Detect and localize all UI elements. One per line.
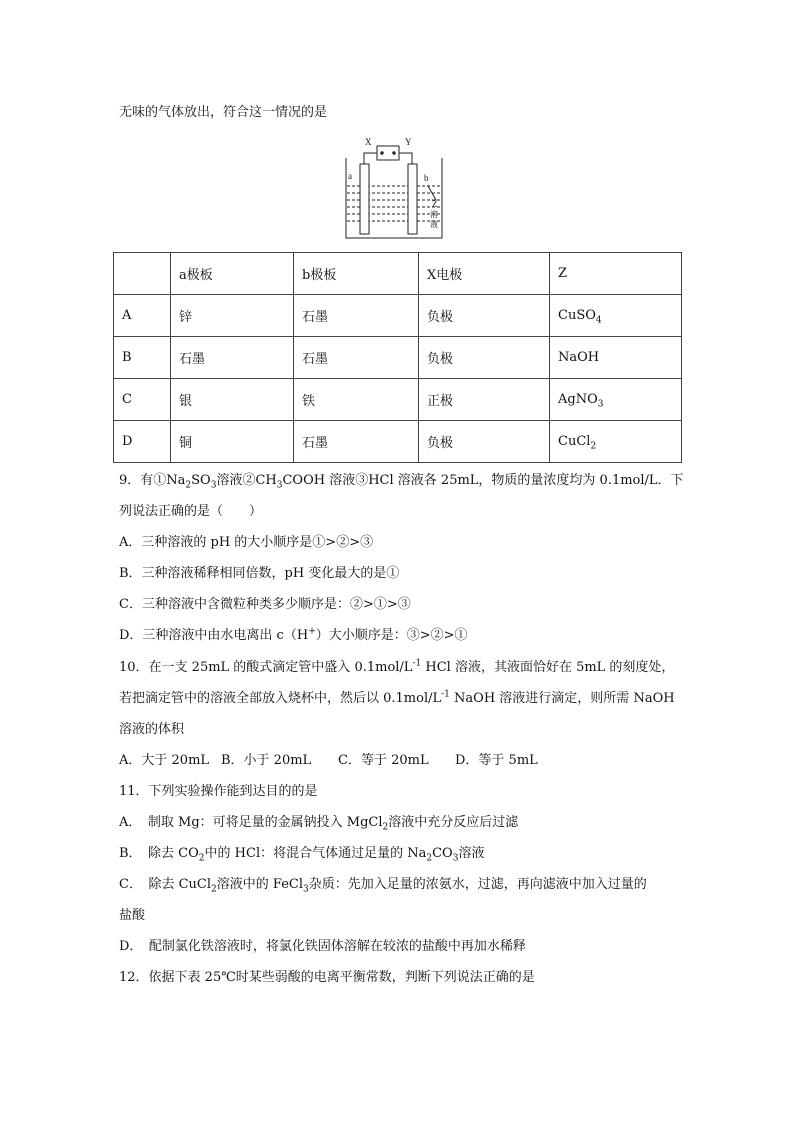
label-solution-1: 溶 [430,210,438,219]
table-header-cell: a极板 [171,253,294,295]
row-label: A [114,295,171,337]
cell-x-electrode: 负极 [419,295,550,337]
cell-a-plate: 银 [171,379,294,421]
question-10-option-a: A．大于 20mL [119,753,210,768]
question-11-option-b: B． 除去 $CO_2$中的 HCl：将混合气体通过足量的 $Na_2CO_3$溶液 [119,846,485,864]
label-b: b [424,173,429,183]
question-11-stem: 11．下列实验操作能到达目的的是 [119,784,318,799]
label-x: X [365,137,372,147]
question-10-stem: 10．在一支 25mL 的酸式滴定管中盛入 $0.1mol/L^{-1}$ HCl 溶液，其液面恰好在 5mL 的刻度处， [119,658,675,675]
electrode-a [360,164,369,234]
table-header-cell: b极板 [294,253,419,295]
cell-a-plate: 石墨 [171,337,294,379]
question-10-option-d: D．等于 5mL [455,753,538,768]
cell-x-electrode: 负极 [419,337,550,379]
cell-z-solution: AgNO$_3$ [550,379,682,421]
cell-z-solution: CuSO$_4$ [550,295,682,337]
question-11-option-c: C． 除去 CuCl$_2$溶液中的 FeCl$_3$杂质：先加入足量的浓氨水，过滤，再向滤液中加入过量的 [119,877,647,895]
cell-x-electrode: 负极 [419,421,550,463]
question-8-tail: 无味的气体放出，符合这一情况的是 [119,105,328,120]
question-9-option-c: C．三种溶液中含微粒种类多少顺序是：②>①>③ [119,597,411,612]
label-z: Z [432,199,438,209]
question-10-stem-line2: 若把滴定管中的溶液全部放入烧杯中，然后以 $0.1mol/L^{-1}$ NaOH 溶液进行滴定，则所需 NaOH [119,689,675,706]
label-a: a [348,171,352,181]
table-row [114,295,682,337]
question-9-option-a: A．三种溶液的 pH 的大小顺序是①>②>③ [119,535,374,550]
question-11-option-c-line2: 盐酸 [119,908,146,923]
question-9-option-b: B．三种溶液稀释相同倍数，pH 变化最大的是① [119,566,400,581]
question-11-option-a: A． 制取 Mg：可将足量的金属钠投入 MgCl$_2$溶液中充分反应后过滤 [119,815,519,833]
cell-b-plate: 石墨 [294,421,419,463]
table-header-cell: Z [550,253,682,295]
label-y: Y [405,137,412,147]
cell-x-electrode: 正极 [419,379,550,421]
table-header-cell: X电极 [419,253,550,295]
power-source [377,146,399,160]
question-9-option-d: D．三种溶液中由水电离出 c（H+）大小顺序是：③>②>① [119,626,468,643]
table-header-row [114,253,682,295]
question-10-option-c: C．等于 20mL [338,753,429,768]
cell-b-plate: 石墨 [294,295,419,337]
row-label: D [114,421,171,463]
cell-z-solution: CuCl$_2$ [550,421,682,463]
question-10-option-b: B．小于 20mL [221,753,312,768]
label-solution-2: 液 [430,220,438,229]
row-label: B [114,337,171,379]
cell-z-solution: NaOH [550,337,682,379]
cell-b-plate: 石墨 [294,337,419,379]
table-row [114,337,682,379]
cell-a-plate: 铜 [171,421,294,463]
cell-a-plate: 锌 [171,295,294,337]
table-row [114,421,682,463]
table-header-cell [114,253,171,295]
question-9-stem-line2: 列说法正确的是（ ） [119,504,263,519]
row-label: C [114,379,171,421]
electrolysis-apparatus-diagram [340,136,450,246]
cell-b-plate: 铁 [294,379,419,421]
question-12-stem: 12．依据下表 25℃时某些弱酸的电离平衡常数，判断下列说法正确的是 [119,970,535,985]
question-9-stem: 9．有$①Na_2SO_3$溶液$②CH_3COOH$ 溶液③HCl 溶液各 25mL，物质的量浓度均为 0.1mol/L．下 [119,473,684,491]
electrode-table [113,252,682,463]
electrode-b [408,164,417,234]
table-row [114,379,682,421]
question-10-stem-line3: 溶液的体积 [119,722,185,737]
question-11-option-d: D． 配制氯化铁溶液时，将氯化铁固体溶解在较浓的盐酸中再加水稀释 [119,939,526,954]
